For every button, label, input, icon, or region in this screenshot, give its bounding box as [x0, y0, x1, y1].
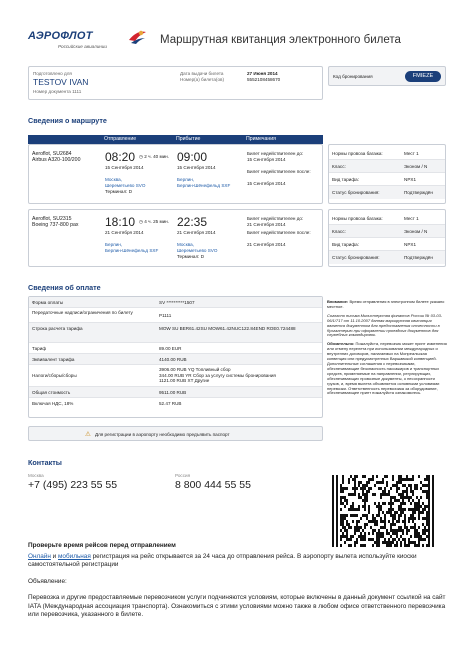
page-title: Маршрутная квитанция электронного билета: [160, 34, 401, 46]
note-valid-after-date: 21 Сентября 2014: [247, 242, 286, 247]
departure-city: Москва,: [105, 177, 122, 182]
flight-duration: [139, 154, 169, 160]
flight-1-details-panel: [328, 144, 446, 204]
flight-aircraft: Boeing 737-800 pax: [32, 222, 79, 228]
passenger-box: [28, 66, 323, 100]
mobile-checkin-link[interactable]: мобильная: [58, 553, 91, 560]
col-notes: Примечания: [246, 136, 276, 142]
status-value: Подтверждён: [404, 255, 433, 260]
arrival-airport-link[interactable]: Берлин-Шёнефельд SXF: [177, 183, 231, 188]
payment-label: Общая стоимость: [32, 390, 71, 395]
route-header-bar: [28, 135, 323, 144]
payment-label: Налоги/сборы/сборы: [32, 373, 77, 378]
contact-phone-russia[interactable]: 8 800 444 55 55: [175, 479, 251, 491]
warning-text: Для регистрации в аэропорту необходимо предъявить паспорт: [95, 432, 230, 437]
note-ministry: Согласно письма Министерства финансов России № 03-03-06/1/717 от 11.10.2007 данная маршрутная квитанция является документом для предоставления отчетности в бухгалтерию при оформлении проездных документов для служебных командировок.: [327, 312, 443, 338]
note-valid-after: Билет недействителен после:: [247, 230, 311, 235]
passport-warning: [28, 426, 323, 441]
route-section-title: Сведения о маршруте: [28, 116, 107, 125]
brand-subtitle: Российские авиалинии: [58, 44, 107, 49]
and-text: и: [52, 553, 57, 560]
payment-value: SV **********1507: [159, 300, 195, 305]
departure-airport: [105, 248, 158, 254]
payment-label: Включая НДС, 18%: [32, 401, 74, 406]
departure-terminal: Терминал: D: [105, 189, 133, 194]
notice-text: Перевозка и другие предоставляемые перевозчиком услуги подчиняются условиям, которые включены в данный документ ссылкой на сайт IATA (Международная ассоциация транспорта). Ознакомиться с этими условиями можно также в любом офисе ответственного перевозчика или перевозчика, указанного в билете.: [28, 594, 446, 619]
fare-label: Вид тарифа:: [332, 177, 359, 182]
arrival-airport-link[interactable]: Шереметьево SVO: [177, 248, 218, 253]
payment-section-title: Сведения об оплате: [28, 283, 101, 292]
arrival-date: 21 Сентября 2014: [177, 230, 216, 235]
flight-segment-2: [28, 209, 323, 267]
status-value: Подтверждён: [404, 190, 433, 195]
checkin-paragraph: [28, 553, 448, 569]
logo: [28, 28, 148, 54]
note-valid-before-date: 15 Сентября 2014: [247, 157, 286, 162]
checkin-text: регистрация на рейс открывается за 24 часа до отправления рейса. В аэропорту вылета используйте киоски самостоятельной регистрации: [28, 553, 417, 569]
note3-text: Пожалуйста, перевозчик может принт изменения или отмену перелета при использовании международных и внутренних договоров, налагаемых на Монреальская конвенция или предусмотренных Варшавской конвенцией. Дополнительные соглашения с перевозчиками, обеспечивающие безопасность пассажиров и транспортных средств, применяемые на направлении, регулирующих, обеспечивающих провозные документы, о несохранности грузов, и, время вылета объявляется основными условиями перевозки. Ответственность перевозчика за оборудование, обеспечивающее принт пожалуйста ознакомьтесь.: [327, 341, 447, 396]
flight-segment-1: [28, 144, 323, 204]
wings-icon: [126, 28, 148, 48]
passenger-name: TESTOV IVAN: [33, 77, 89, 87]
payment-table: [28, 296, 323, 418]
payment-label: Эквивалент тарифа: [32, 357, 75, 362]
payment-value: P1111: [159, 313, 172, 318]
contacts-section-title: Контакты: [28, 458, 62, 467]
fare-label: Вид тарифа:: [332, 242, 359, 247]
baggage-label: Нормы провоза багажа:: [332, 151, 383, 156]
ticket-number: 5552108458670: [247, 77, 281, 82]
contact-phone-moscow[interactable]: +7 (495) 223 55 55: [28, 479, 118, 491]
payment-value: 89.00 EUR: [159, 346, 182, 351]
flight-2-details-panel: [328, 209, 446, 267]
contact-city-russia: Россия: [175, 473, 191, 478]
class-label: Класс:: [332, 229, 346, 234]
note3-title: Обязательно:: [327, 341, 355, 347]
brand-name: АЭРОФЛОТ: [28, 30, 93, 42]
class-value: Эконом / N: [404, 229, 428, 234]
payment-value: 4140.00 RUB: [159, 357, 187, 362]
arrival-city: Москва,: [177, 242, 194, 247]
warning-icon: ⚠: [85, 431, 91, 438]
flight-aircraft: Airbus A320-100/200: [32, 157, 81, 163]
contact-city-moscow: Москва: [28, 473, 44, 478]
departure-airport-link[interactable]: Шереметьево SVO: [105, 183, 146, 188]
note-valid-before: Билет недействителен до:: [247, 216, 304, 221]
note-valid-before: Билет недействителен до:: [247, 151, 304, 156]
duration-text: 4 ч. 25 мин.: [144, 219, 169, 224]
payment-value: 3906.00 RUB YQ Топливный сбор 344.00 RUB YR Сбор за услугу системы бронирования 1121.00 RUB XT Другие: [159, 367, 276, 384]
note-title: Внимание:: [327, 300, 349, 304]
payment-value: 9511.00 RUB: [159, 390, 187, 395]
departure-city: Берлин,: [105, 242, 123, 247]
departure-time: 18:10: [105, 215, 136, 229]
arrival-terminal: Терминал: D: [177, 254, 205, 259]
payment-label: Передаточные надписи/ограничения по билету: [32, 310, 133, 315]
arrival-city: Берлин,: [177, 177, 195, 182]
flight-carrier: Aeroflot, SU2684: [32, 151, 72, 157]
class-label: Класс:: [332, 164, 346, 169]
payment-label: Форма оплаты: [32, 300, 64, 305]
note-valid-after: Билет недействителен после:: [247, 169, 311, 174]
passenger-label: Подготовлено для: [33, 71, 72, 76]
booking-code: FMIEZE: [405, 71, 441, 82]
notice-label: Объявление:: [28, 578, 67, 585]
duration-text: 2 ч. 40 мин.: [144, 154, 169, 159]
fare-value: NPX1: [404, 177, 417, 182]
note-valid-before-date: 21 Сентября 2014: [247, 222, 286, 227]
booking-box: [328, 66, 446, 86]
payment-label: Тариф: [32, 346, 47, 351]
clock-icon: ◷: [139, 154, 144, 159]
arrival-time: 09:00: [177, 150, 208, 164]
clock-icon: ◷: [139, 219, 144, 224]
issue-date-label: Дата выдачи билета: [180, 71, 224, 76]
arrival-airport: [177, 248, 217, 254]
baggage-value: Мест 1: [404, 151, 419, 156]
status-label: Статус бронирования:: [332, 255, 380, 260]
barcode: [332, 475, 436, 547]
note-valid-after-date: 15 Сентября 2014: [247, 181, 286, 186]
issue-date: 27 Июня 2014: [247, 71, 278, 76]
check-times-title: Проверьте время рейсов перед отправлением: [28, 542, 176, 549]
arrival-time: 22:35: [177, 215, 208, 229]
departure-date: 21 Сентября 2014: [105, 230, 144, 235]
col-arrival: Прибытие: [176, 136, 201, 142]
class-value: Эконом / N: [404, 164, 428, 169]
payment-value: MOW SU BER61.42SU MOW61.42NUC122.84END ROE0.724488: [159, 326, 296, 331]
departure-date: 15 Сентября 2014: [105, 165, 144, 170]
payment-notes: [327, 300, 447, 418]
document-number: Номер документа 1111: [33, 89, 82, 94]
baggage-label: Нормы провоза багажа:: [332, 216, 383, 221]
departure-airport-link[interactable]: Берлин-Шёнефельд SXF: [105, 248, 159, 253]
col-departure: Отправление: [104, 136, 137, 142]
ticket-number-label: Номер(а) билета(ов): [180, 77, 224, 82]
status-label: Статус бронирования:: [332, 190, 380, 195]
online-checkin-link[interactable]: Онлайн: [28, 553, 51, 560]
fare-value: NPX1: [404, 242, 417, 247]
payment-label: Строка расчета тарифа: [32, 326, 83, 331]
payment-value: 52.47 RUB: [159, 401, 182, 406]
booking-code-label: Код бронирования: [333, 74, 373, 79]
departure-time: 08:20: [105, 150, 136, 164]
flight-duration: [139, 219, 169, 225]
flight-carrier: Aeroflot, SU2315: [32, 216, 72, 222]
departure-airport: [105, 183, 145, 189]
baggage-value: Мест 1: [404, 216, 419, 221]
arrival-airport: [177, 183, 230, 189]
note-text: Время отправления в электронном билете указано местное.: [327, 300, 445, 309]
arrival-date: 15 Сентября 2014: [177, 165, 216, 170]
